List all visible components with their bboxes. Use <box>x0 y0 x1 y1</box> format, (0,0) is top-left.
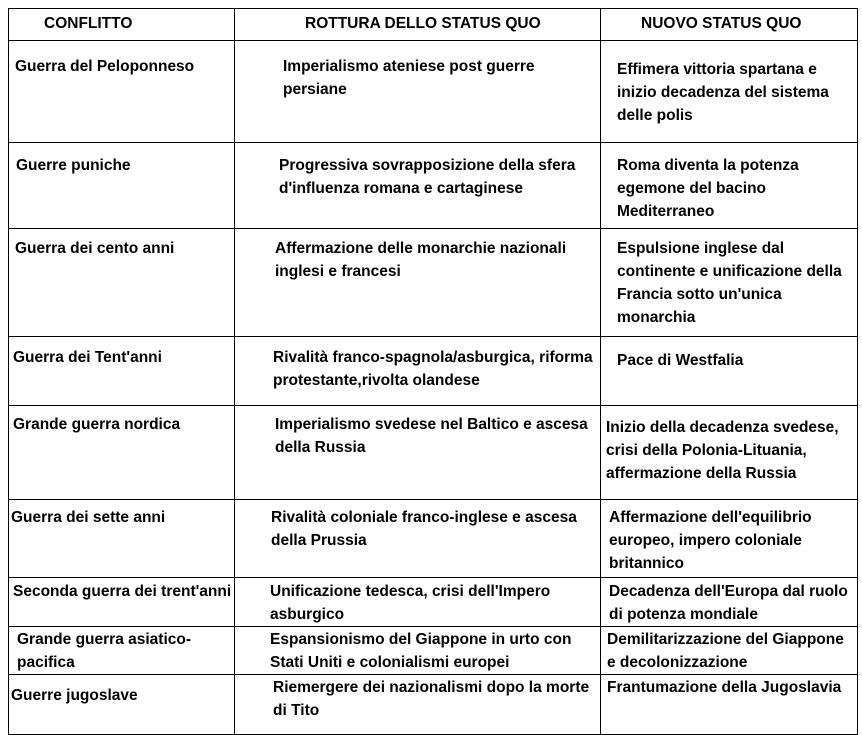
cell-rottura: Rivalità coloniale franco-inglese e ascesa della Prussia <box>235 500 601 578</box>
cell-conflitto: Guerra del Peloponneso <box>9 41 235 143</box>
table-row <box>9 41 858 143</box>
cell-conflitto: Guerre puniche <box>9 143 235 229</box>
header-nuovo: NUOVO STATUS QUO <box>601 9 858 41</box>
cell-conflitto: Guerra dei sette anni <box>9 500 235 578</box>
conflicts-table <box>8 8 858 735</box>
cell-rottura: Unificazione tedesca, crisi dell'Impero asburgico <box>235 578 601 627</box>
cell-rottura: Affermazione delle monarchie nazionali inglesi e francesi <box>235 229 601 337</box>
table-row <box>9 578 858 627</box>
table-row <box>9 406 858 500</box>
table-row <box>9 143 858 229</box>
header-row <box>9 9 858 41</box>
cell-nuovo: Roma diventa la potenza egemone del bacino Mediterraneo <box>601 143 858 229</box>
header-conflitto: CONFLITTO <box>9 9 235 41</box>
cell-rottura: Imperialismo ateniese post guerre persiane <box>235 41 601 143</box>
cell-nuovo: Effimera vittoria spartana e inizio decadenza del sistema delle polis <box>601 41 858 143</box>
cell-rottura: Riemergere dei nazionalismi dopo la morte di Tito <box>235 675 601 735</box>
table-row <box>9 675 858 735</box>
cell-conflitto: Guerra dei Tent'anni <box>9 337 235 406</box>
cell-conflitto: Seconda guerra dei trent'anni <box>9 578 235 627</box>
cell-rottura: Imperialismo svedese nel Baltico e ascesa della Russia <box>235 406 601 500</box>
cell-nuovo: Espulsione inglese dal continente e unificazione della Francia sotto un'unica monarchia <box>601 229 858 337</box>
cell-conflitto: Grande guerra nordica <box>9 406 235 500</box>
cell-conflitto: Grande guerra asiatico-pacifica <box>9 627 235 675</box>
cell-rottura: Rivalità franco-spagnola/asburgica, riforma protestante,rivolta olandese <box>235 337 601 406</box>
cell-nuovo: Demilitarizzazione del Giappone e decolonizzazione <box>601 627 858 675</box>
cell-conflitto: Guerre jugoslave <box>9 675 235 735</box>
cell-nuovo: Inizio della decadenza svedese, crisi della Polonia-Lituania, affermazione della Russia <box>601 406 858 500</box>
table-row <box>9 337 858 406</box>
header-rottura: ROTTURA DELLO STATUS QUO <box>235 9 601 41</box>
table-row <box>9 500 858 578</box>
cell-nuovo: Pace di Westfalia <box>601 337 858 406</box>
table-row <box>9 229 858 337</box>
cell-rottura: Progressiva sovrapposizione della sfera d'influenza romana e cartaginese <box>235 143 601 229</box>
cell-nuovo: Affermazione dell'equilibrio europeo, impero coloniale britannico <box>601 500 858 578</box>
cell-nuovo: Frantumazione della Jugoslavia <box>601 675 858 735</box>
cell-nuovo: Decadenza dell'Europa dal ruolo di potenza mondiale <box>601 578 858 627</box>
cell-conflitto: Guerra dei cento anni <box>9 229 235 337</box>
cell-rottura: Espansionismo del Giappone in urto con Stati Uniti e colonialismi europei <box>235 627 601 675</box>
table-row <box>9 627 858 675</box>
